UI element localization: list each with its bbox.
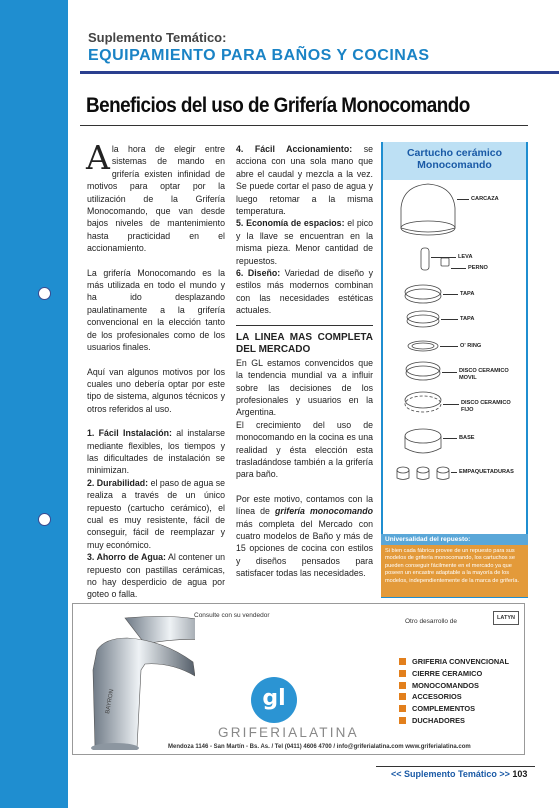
section-paragraph-1: En GL estamos convencidos que la tendencia mundial va a influir sobre las decisiones de los profesionales y usuarios en la Argentina.	[236, 357, 373, 418]
part-label-housing: CARCAZA	[471, 196, 499, 202]
list-item-4: 4. Fácil Accionamiento: se acciona con una sola mano que abre el caudal y mezcla a la vez. Se puede cortar el paso de agua y luego retomar a la misma temperatura.	[236, 144, 373, 217]
gasket-3	[437, 467, 449, 473]
page-number: 103	[512, 769, 528, 779]
fixed-disc-shape	[405, 396, 441, 412]
list-item-6: 6. Diseño: Variedad de diseño y estilos más modernos combinan con las necesidades estéticas actuales.	[236, 268, 373, 316]
list-item-1: 1. Fácil Instalación: al instalarse mediante flexibles, los tiempos y las dificultades de instalación se minimizan.	[87, 428, 226, 476]
paragraph-2: La grifería Monocomando es la más utilizada en todo el mundo y ha ido desplazando paulatinamente a la grifería convencional en la elección tanto de los profesionales como de los usuarios finales.	[87, 267, 225, 353]
headline-rule	[80, 125, 528, 126]
oring-shape	[408, 341, 438, 351]
gl-logo: gl	[251, 677, 297, 723]
list-item-3: 3. Ahorro de Agua: Al contener un repuesto con pastillas cerámicas, no hay desperdicio de agua por goteo o falla.	[87, 552, 225, 600]
list-item-2: 2. Durabilidad: el paso de agua se realiza a través de un único repuesto (cartucho cerámico), el cual es muy resistente, fácil de conseguir, fácil de reemplazar y muy económico.	[87, 477, 225, 550]
universality-heading: Universalidad del repuesto:	[381, 534, 528, 545]
article-column-2	[236, 143, 373, 580]
latyn-logo: LATYN	[493, 611, 519, 625]
product-list	[399, 656, 509, 727]
product-list-item: CIERRE CERAMICO	[399, 668, 509, 680]
universality-text: Si bien cada fábrica provee de un repuesto para sus modelos de grifería monocomando, los cartuchos se pueden conseguir fácilmente en el mercado ya que poseen un encastre adaptable a la mayoría de los modelos, independientemente de la marca de grifería.	[385, 548, 520, 584]
drop-cap: A	[86, 138, 110, 177]
product-list-item: MONOCOMANDOS	[399, 680, 509, 692]
section-paragraph-2: El crecimiento del uso de monocomando en la cocina es una realidad y ésta elección esta trasladándose también a la grifería para baño.	[236, 419, 373, 480]
binder-hole-bottom	[38, 513, 51, 526]
article-column-1	[86, 138, 226, 601]
part-label-base: BASE	[459, 435, 475, 441]
gasket-2	[417, 467, 429, 473]
product-list-item: DUCHADORES	[399, 715, 509, 727]
product-list-item: ACCESORIOS	[399, 691, 509, 703]
blue-margin-strip	[0, 0, 68, 808]
part-label-gaskets: EMPAQUETADURAS	[459, 469, 514, 475]
cartridge-diagram	[381, 142, 528, 598]
part-label-oring: O' RING	[460, 343, 482, 349]
ad-note-consult: Consulte con su vendedor	[194, 612, 270, 619]
paragraph-3: Aquí van algunos motivos por los cuales uno debería optar por este tipo de sistema, algunos técnicos y otros referidos al uso.	[87, 366, 225, 414]
paragraph-intro: la hora de elegir entre sistemas de mando en grifería existen infinidad de motivos para optar por la utilización de la Grifería Monocomando, que van desde bajos niveles de mantenimiento hasta practicidad en el accionamiento.	[87, 144, 225, 254]
part-label-cap-1: TAPA	[460, 291, 475, 297]
footer-rule	[376, 766, 535, 767]
section-rule	[236, 325, 373, 326]
product-list-item: COMPLEMENTOS	[399, 703, 509, 715]
svg-text:BAYRON: BAYRON	[105, 688, 116, 715]
supplement-subtitle: EQUIPAMIENTO PARA BAÑOS Y COCINAS	[88, 47, 430, 64]
part-label-cap-2: TAPA	[460, 316, 475, 322]
diagram-title: Cartucho cerámico Monocomando	[383, 142, 526, 180]
article-headline: Beneficios del uso de Grifería Monocomando	[86, 94, 470, 117]
part-label-fixed-disc: DISCO CERAMICO FIJO	[461, 400, 511, 413]
supplement-title: Suplemento Temático:	[88, 30, 227, 45]
list-item-5: 5. Economía de espacios: el pico y la llave se encuentran en la misma pieza. Menor cantidad de repuestos.	[236, 218, 373, 266]
ad-contact-line: Mendoza 1146 - San Martín - Bs. As. / Tel (0411) 4606 4700 / info@griferialatina.com www.griferialatina.com	[168, 744, 471, 750]
cam-shape	[421, 248, 429, 270]
gasket-1	[397, 467, 409, 473]
section-paragraph-3: Por este motivo, contamos con la línea de grifería monocomando más completa del Mercado con cuatro modelos de Baño y más de 15 opciones de cocina con estilos y diseños pensados para satisfacer todas las necesidades.	[236, 493, 374, 579]
universality-note	[381, 534, 528, 597]
base-shape	[405, 436, 441, 453]
ad-brand-name: GRIFERIALATINA	[218, 725, 359, 740]
header-rule	[80, 71, 559, 74]
footer-label: << Suplemento Temático >>	[391, 769, 510, 779]
pin-shape	[441, 258, 449, 266]
moving-disc-shape	[406, 366, 440, 380]
section-heading: LA LINEA MAS COMPLETA DEL MERCADO	[236, 331, 373, 356]
page-footer	[391, 769, 527, 779]
binder-hole-top	[38, 287, 51, 300]
ad-note-other: Otro desarrollo de	[405, 618, 458, 625]
part-label-cam: LEVA	[458, 254, 473, 260]
housing-shape	[401, 184, 455, 232]
cap-1-shape	[405, 289, 441, 303]
griferia-latina-ad	[72, 603, 525, 755]
faucet-image	[75, 610, 195, 750]
product-list-item: GRIFERIA CONVENCIONAL	[399, 656, 509, 668]
part-label-pin: PERNO	[468, 265, 488, 271]
part-label-moving-disc: DISCO CERAMICO MOVIL	[459, 368, 509, 381]
